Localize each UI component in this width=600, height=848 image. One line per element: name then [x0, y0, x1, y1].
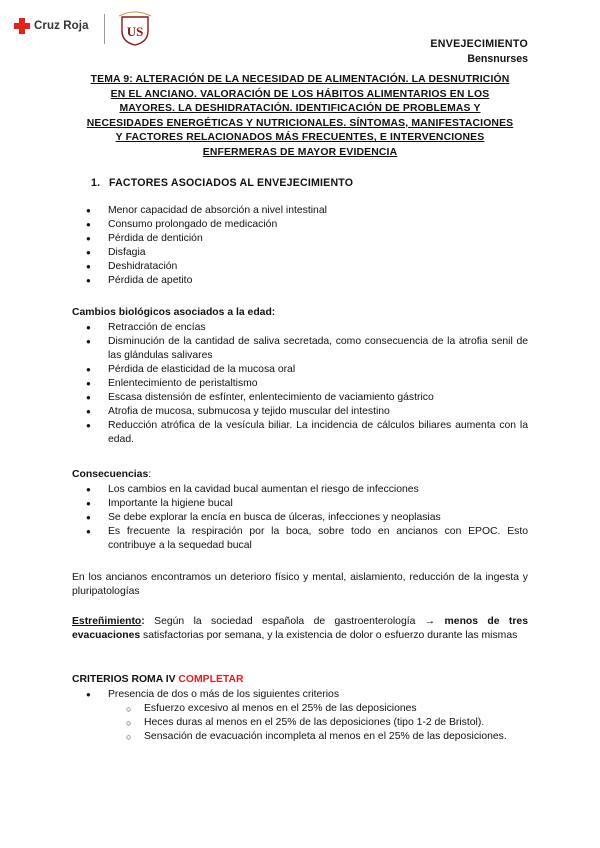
sub-list-item: ○ Sensación de evacuación incompleta al menos en el 25% de las deposiciones. [126, 730, 528, 744]
heading-colon: : [148, 469, 152, 480]
list-item: ● Enlentecimiento de peristaltismo [86, 377, 528, 391]
title-line: TEMA 9: ALTERACIÓN DE LA NECESIDAD DE ALIMENTACIÓN. LA DESNUTRICIÓN [90, 74, 510, 85]
sub-list-item: ○ Heces duras al menos en el 25% de las deposiciones (tipo 1-2 de Bristol). [126, 716, 528, 730]
constipation-text-before: Según la sociedad española de gastroenterología → [144, 616, 445, 627]
rome-heading [72, 673, 528, 687]
list-item: ● Deshidratación [86, 260, 528, 274]
list-item: ● Presencia de dos o más de los siguientes criterios [86, 688, 528, 702]
rome-title: CRITERIOS ROMA IV [72, 674, 176, 685]
consequences-label: Consecuencias [72, 469, 149, 480]
consequences-heading [72, 468, 528, 482]
bio-changes-list [86, 321, 528, 447]
document-title [72, 73, 528, 161]
list-item: ● Disminución de la cantidad de saliva secretada, como consecuencia de la atrofia senil de las glándulas salivares [86, 335, 528, 363]
rome-sublist [126, 702, 528, 744]
bio-changes-label: Cambios biológicos asociados a la edad [72, 307, 272, 318]
completar-flag: COMPLETAR [178, 674, 244, 685]
term-colon: : [141, 616, 145, 627]
consequences-list [86, 483, 528, 553]
rome-list [86, 688, 528, 702]
seal-letters: US [126, 24, 144, 39]
running-header [430, 37, 528, 67]
factors-list [86, 204, 528, 288]
logo-divider [104, 14, 105, 44]
list-item: ● Importante la higiene bucal [86, 497, 528, 511]
list-item: ● Pérdida de elasticidad de la mucosa oral [86, 363, 528, 377]
constipation-text-after: satisfactorias por semana, y la existencia de dolor o esfuerzo durante las mismas [140, 630, 518, 641]
constipation-bold-text: menos de tres evacuaciones [72, 616, 528, 641]
list-item: ● Pérdida de apetito [86, 274, 528, 288]
cruz-roja-logo [14, 18, 89, 34]
title-line: Y FACTORES RELACIONADOS MÁS FRECUENTES, E INTERVENCIONES [115, 132, 485, 144]
section-heading [91, 176, 353, 190]
header-author: Bensnurses [467, 53, 528, 65]
list-item: ● Reducción atrófica de la vesícula biliar. La incidencia de cálculos biliares aumenta con la edad. [86, 419, 528, 447]
header-subject: ENVEJECIMIENTO [430, 38, 528, 50]
list-item: ● Consumo prolongado de medicación [86, 218, 528, 232]
list-item: ● Los cambios en la cavidad bucal aumentan el riesgo de infecciones [86, 483, 528, 497]
list-item: ● Disfagia [86, 246, 528, 260]
section-number: 1. [91, 177, 101, 189]
title-line: MAYORES. LA DESHIDRATACIÓN. IDENTIFICACIÓN DE PROBLEMAS Y [119, 103, 481, 115]
constipation-term: Estreñimiento [72, 616, 142, 627]
title-line: EN EL ANCIANO. VALORACIÓN DE LOS HÁBITOS ALIMENTARIOS EN LOS [110, 88, 490, 100]
title-line: ENFERMERAS DE MAYOR EVIDENCIA [202, 146, 398, 158]
section-title: FACTORES ASOCIADOS AL ENVEJECIMIENTO [109, 177, 354, 189]
sub-list-item: ○ Esfuerzo excesivo al menos en el 25% de las deposiciones [126, 702, 528, 716]
constipation-paragraph [72, 615, 528, 643]
university-seal-icon [116, 11, 154, 47]
heading-colon: : [271, 307, 276, 318]
bio-changes-heading [72, 306, 528, 320]
list-item: ● Pérdida de dentición [86, 232, 528, 246]
list-item: ● Escasa distensión de esfínter, enlentecimiento de vaciamiento gástrico [86, 391, 528, 405]
title-line: NECESIDADES ENERGÉTICAS Y NUTRICIONALES. SÍNTOMAS, MANIFESTACIONES [86, 117, 514, 129]
list-item: ● Menor capacidad de absorción a nivel intestinal [86, 204, 528, 218]
list-item: ● Es frecuente la respiración por la boca, sobre todo en ancianos con EPOC. Esto contribuye a la sequedad bucal [86, 525, 528, 553]
list-item: ● Se debe explorar la encía en busca de úlceras, infecciones y neoplasias [86, 511, 528, 525]
elderly-paragraph: En los ancianos encontramos un deterioro físico y mental, aislamiento, reducción de la ingesta y pluripatologías [72, 572, 528, 597]
list-item: ● Atrofia de mucosa, submucosa y tejido muscular del intestino [86, 405, 528, 419]
list-item: ● Retracción de encías [86, 321, 528, 335]
cruz-roja-text: Cruz Roja [34, 20, 89, 32]
red-cross-icon [14, 18, 30, 34]
